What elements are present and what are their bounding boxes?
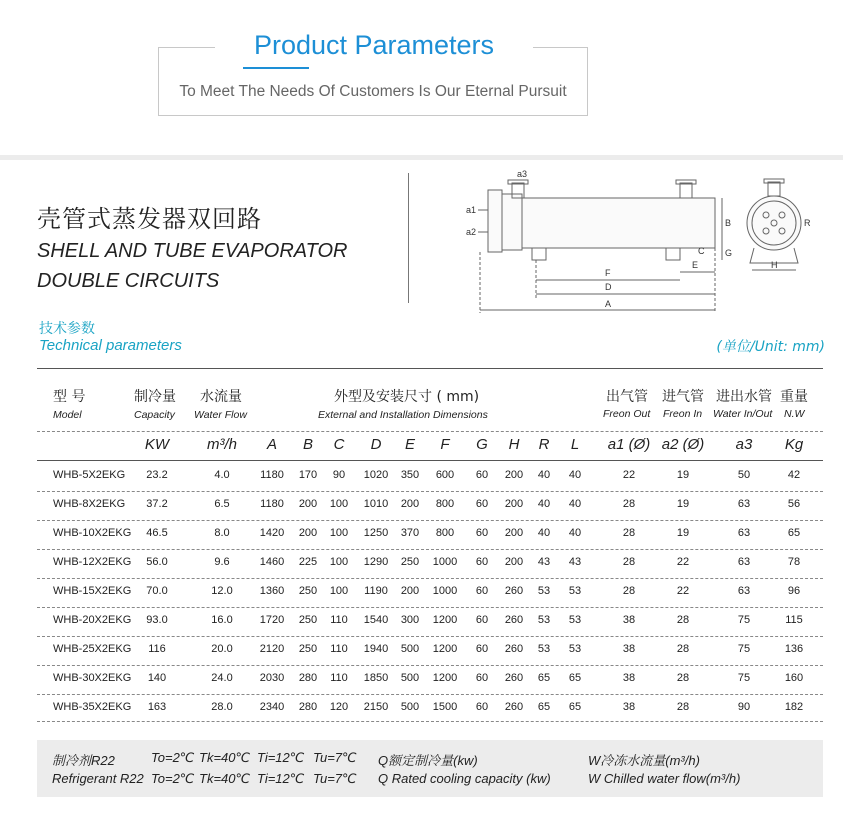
page-header [0,0,843,155]
unit-cell: B [302,436,313,453]
value-cell: 19 [676,527,690,539]
value-cell: 38 [622,701,636,713]
model-cell: WHB-12X2EKG [53,556,132,568]
value-cell: 75 [737,614,751,626]
label-a2: a2 [466,227,477,237]
value-cell: 1850 [363,672,389,684]
value-cell: 22 [676,585,690,597]
value-cell: 1290 [363,556,389,568]
value-cell: 200 [504,469,524,481]
value-cell: 500 [400,701,420,713]
value-cell: 8.0 [214,527,230,539]
value-cell: 140 [147,672,167,684]
value-cell: 60 [475,498,489,510]
head-weight-en: N.W [784,408,805,420]
value-cell: 65 [537,701,551,713]
label-H: H [771,260,778,270]
section-label-en: Technical parameters [39,337,182,354]
footer-line1-item: To=2℃ [151,750,195,765]
value-cell: 24.0 [211,672,233,684]
value-cell: 800 [435,498,455,510]
page-subtitle: To Meet The Needs Of Customers Is Our Eternal Pursuit [179,83,567,100]
unit-cell: L [570,436,580,453]
value-cell: 1200 [432,672,458,684]
head-freon-out-cn: 出气管 [606,389,648,405]
value-cell: 60 [475,701,489,713]
value-cell: 63 [737,585,751,597]
label-B: B [725,218,732,228]
value-cell: 43 [537,556,551,568]
head-waterflow-cn: 水流量 [200,389,242,405]
unit-cell: a1 (Ø) [607,436,651,453]
value-cell: 60 [475,469,489,481]
value-cell: 2150 [363,701,389,713]
label-R: R [804,218,811,228]
row-divider [37,721,823,722]
value-cell: 16.0 [211,614,233,626]
row-divider [37,607,823,608]
value-cell: 60 [475,643,489,655]
label-a1: a1 [466,205,477,215]
head-capacity-en: Capacity [134,409,175,421]
value-cell: 40 [537,527,551,539]
value-cell: 46.5 [146,527,168,539]
section-divider [0,155,843,160]
value-cell: 200 [298,527,318,539]
page-title: Product Parameters [215,28,533,62]
table-units-divider [37,460,823,461]
row-divider [37,665,823,666]
head-waterflow-en: Water Flow [194,409,247,421]
label-E: E [692,260,699,270]
value-cell: 370 [400,527,420,539]
value-cell: 260 [504,585,524,597]
row-divider [37,636,823,637]
title-separator [408,173,409,303]
value-cell: 22 [676,556,690,568]
value-cell: 53 [537,585,551,597]
head-capacity-cn: 制冷量 [134,389,176,405]
value-cell: 260 [504,643,524,655]
row-divider [37,491,823,492]
row-divider [37,549,823,550]
footer-line2-item: W Chilled water flow(m³/h) [588,771,741,786]
value-cell: 225 [298,556,318,568]
value-cell: 500 [400,672,420,684]
value-cell: 93.0 [146,614,168,626]
head-weight-cn: 重量 [780,389,808,405]
unit-cell: A [266,436,277,453]
value-cell: 116 [148,643,166,655]
unit-cell: m³/h [207,436,237,453]
head-freon-in-en: Freon In [663,408,703,420]
value-cell: 38 [622,672,636,684]
value-cell: 63 [737,498,751,510]
value-cell: 28 [676,643,690,655]
value-cell: 4.0 [214,469,230,481]
value-cell: 250 [400,556,420,568]
value-cell: 110 [330,643,348,655]
value-cell: 260 [504,614,524,626]
unit-cell: a2 (Ø) [661,436,705,453]
value-cell: 65 [568,672,582,684]
value-cell: 65 [537,672,551,684]
value-cell: 53 [568,614,582,626]
value-cell: 78 [787,556,801,568]
value-cell: 40 [537,469,551,481]
value-cell: 90 [737,701,751,713]
value-cell: 28 [676,701,690,713]
table-header-divider [37,431,823,432]
evaporator-drawing [440,168,830,323]
value-cell: 28 [622,527,636,539]
head-water-io-en: Water In/Out [713,408,773,420]
row-divider [37,520,823,521]
unit-cell: F [440,436,450,453]
product-title-en-line1: SHELL AND TUBE EVAPORATOR [37,240,348,262]
unit-cell: a3 [735,436,753,453]
unit-cell: H [508,436,520,453]
unit-cell: Kg [784,436,804,453]
unit-cell: R [538,436,550,453]
value-cell: 160 [784,672,804,684]
title-underline [243,67,309,69]
value-cell: 60 [475,672,489,684]
model-cell: WHB-30X2EKG [53,672,132,684]
model-cell: WHB-5X2EKG [53,469,126,481]
value-cell: 63 [737,527,751,539]
value-cell: 90 [332,469,346,481]
value-cell: 56.0 [146,556,168,568]
value-cell: 9.6 [214,556,230,568]
value-cell: 115 [785,614,803,626]
value-cell: 28 [622,585,636,597]
value-cell: 42 [787,469,801,481]
value-cell: 100 [329,585,349,597]
value-cell: 2030 [259,672,285,684]
value-cell: 200 [298,498,318,510]
label-C: C [698,246,705,256]
value-cell: 600 [435,469,455,481]
head-model-cn: 型 号 [53,389,86,405]
model-cell: WHB-15X2EKG [53,585,132,597]
value-cell: 56 [787,498,801,510]
value-cell: 20.0 [211,643,233,655]
value-cell: 28 [676,672,690,684]
unit-note: (单位/Unit: mm) [716,339,825,355]
value-cell: 260 [504,701,524,713]
value-cell: 19 [676,498,690,510]
value-cell: 1010 [363,498,389,510]
value-cell: 28.0 [211,701,233,713]
value-cell: 1540 [363,614,389,626]
value-cell: 6.5 [214,498,230,510]
value-cell: 200 [400,498,420,510]
value-cell: 100 [329,556,349,568]
value-cell: 65 [568,701,582,713]
value-cell: 43 [568,556,582,568]
footer-line1-item: Tu=7℃ [313,750,357,765]
value-cell: 1940 [363,643,389,655]
value-cell: 1720 [259,614,285,626]
value-cell: 53 [568,585,582,597]
footer-line2-item: Ti=12℃ [257,771,305,786]
unit-cell: G [476,436,488,453]
model-cell: WHB-35X2EKG [53,701,132,713]
head-dimensions-en: External and Installation Dimensions [318,409,488,421]
footer-line1-item: Q额定制冷量(kw) [378,753,478,768]
value-cell: 280 [298,701,318,713]
unit-cell: C [333,436,345,453]
value-cell: 300 [400,614,420,626]
value-cell: 60 [475,585,489,597]
model-cell: WHB-20X2EKG [53,614,132,626]
footer-line1-item: Tk=40℃ [199,750,251,765]
head-freon-out-en: Freon Out [603,408,651,420]
value-cell: 53 [537,614,551,626]
value-cell: 800 [435,527,455,539]
footer-line1-item: 制冷剂R22 [52,753,115,768]
value-cell: 1460 [259,556,285,568]
value-cell: 350 [400,469,420,481]
value-cell: 100 [329,498,349,510]
value-cell: 60 [475,556,489,568]
value-cell: 200 [504,498,524,510]
value-cell: 40 [568,498,582,510]
value-cell: 60 [475,614,489,626]
unit-cell: D [370,436,382,453]
head-model-en: Model [53,409,82,421]
value-cell: 40 [568,469,582,481]
value-cell: 12.0 [211,585,233,597]
label-G: G [725,248,733,258]
value-cell: 500 [400,643,420,655]
value-cell: 250 [298,614,318,626]
value-cell: 70.0 [146,585,168,597]
value-cell: 200 [400,585,420,597]
value-cell: 250 [298,643,318,655]
value-cell: 65 [787,527,801,539]
model-cell: WHB-8X2EKG [53,498,126,510]
section-label-cn: 技术参数 [39,321,95,337]
value-cell: 163 [147,701,167,713]
value-cell: 53 [568,643,582,655]
footer-line2-item: To=2℃ [151,771,195,786]
value-cell: 110 [330,614,348,626]
footer-line2-item: Refrigerant R22 [52,771,144,786]
value-cell: 1000 [432,585,458,597]
value-cell: 260 [504,672,524,684]
value-cell: 182 [784,701,804,713]
row-divider [37,694,823,695]
value-cell: 1000 [432,556,458,568]
value-cell: 100 [329,527,349,539]
value-cell: 53 [537,643,551,655]
value-cell: 75 [737,643,751,655]
unit-cell: E [404,436,415,453]
value-cell: 280 [298,672,318,684]
value-cell: 28 [676,614,690,626]
value-cell: 1420 [259,527,285,539]
value-cell: 22 [622,469,636,481]
value-cell: 250 [298,585,318,597]
footer-line2-item: Tu=7℃ [313,771,357,786]
value-cell: 2120 [259,643,285,655]
model-cell: WHB-10X2EKG [53,527,132,539]
value-cell: 28 [622,498,636,510]
value-cell: 2340 [259,701,285,713]
row-divider [37,578,823,579]
value-cell: 38 [622,614,636,626]
value-cell: 1180 [260,498,284,510]
value-cell: 1020 [363,469,389,481]
footer-line1-item: Ti=12℃ [257,750,305,765]
value-cell: 19 [676,469,690,481]
value-cell: 200 [504,527,524,539]
model-cell: WHB-25X2EKG [53,643,132,655]
value-cell: 96 [787,585,801,597]
head-freon-in-cn: 进气管 [662,389,704,405]
value-cell: 40 [568,527,582,539]
value-cell: 40 [537,498,551,510]
unit-cell: KW [144,436,170,453]
value-cell: 38 [622,643,636,655]
value-cell: 63 [737,556,751,568]
product-title-en-line2: DOUBLE CIRCUITS [37,270,220,292]
value-cell: 28 [622,556,636,568]
value-cell: 1250 [363,527,389,539]
value-cell: 37.2 [146,498,168,510]
value-cell: 60 [475,527,489,539]
value-cell: 200 [504,556,524,568]
head-dimensions-cn: 外型及安装尺寸 ( mm) [334,389,480,405]
footer-line1-item: W冷冻水流量(m³/h) [588,753,700,768]
head-water-io-cn: 进出水管 [716,389,772,405]
value-cell: 170 [298,469,318,481]
footer-line2-item: Q Rated cooling capacity (kw) [378,771,551,786]
value-cell: 110 [330,672,348,684]
value-cell: 1180 [260,469,284,481]
table-top-line [37,368,823,369]
value-cell: 1500 [432,701,458,713]
label-F: F [605,268,611,278]
product-title-cn: 壳管式蒸发器双回路 [37,205,262,233]
label-a3: a3 [517,169,528,179]
value-cell: 50 [737,469,751,481]
label-D: D [605,282,612,292]
label-A: A [605,299,612,309]
value-cell: 23.2 [146,469,168,481]
value-cell: 136 [784,643,804,655]
value-cell: 120 [329,701,349,713]
value-cell: 1190 [364,585,388,597]
value-cell: 1200 [432,643,458,655]
value-cell: 1200 [432,614,458,626]
footer-line2-item: Tk=40℃ [199,771,251,786]
value-cell: 75 [737,672,751,684]
value-cell: 1360 [259,585,285,597]
